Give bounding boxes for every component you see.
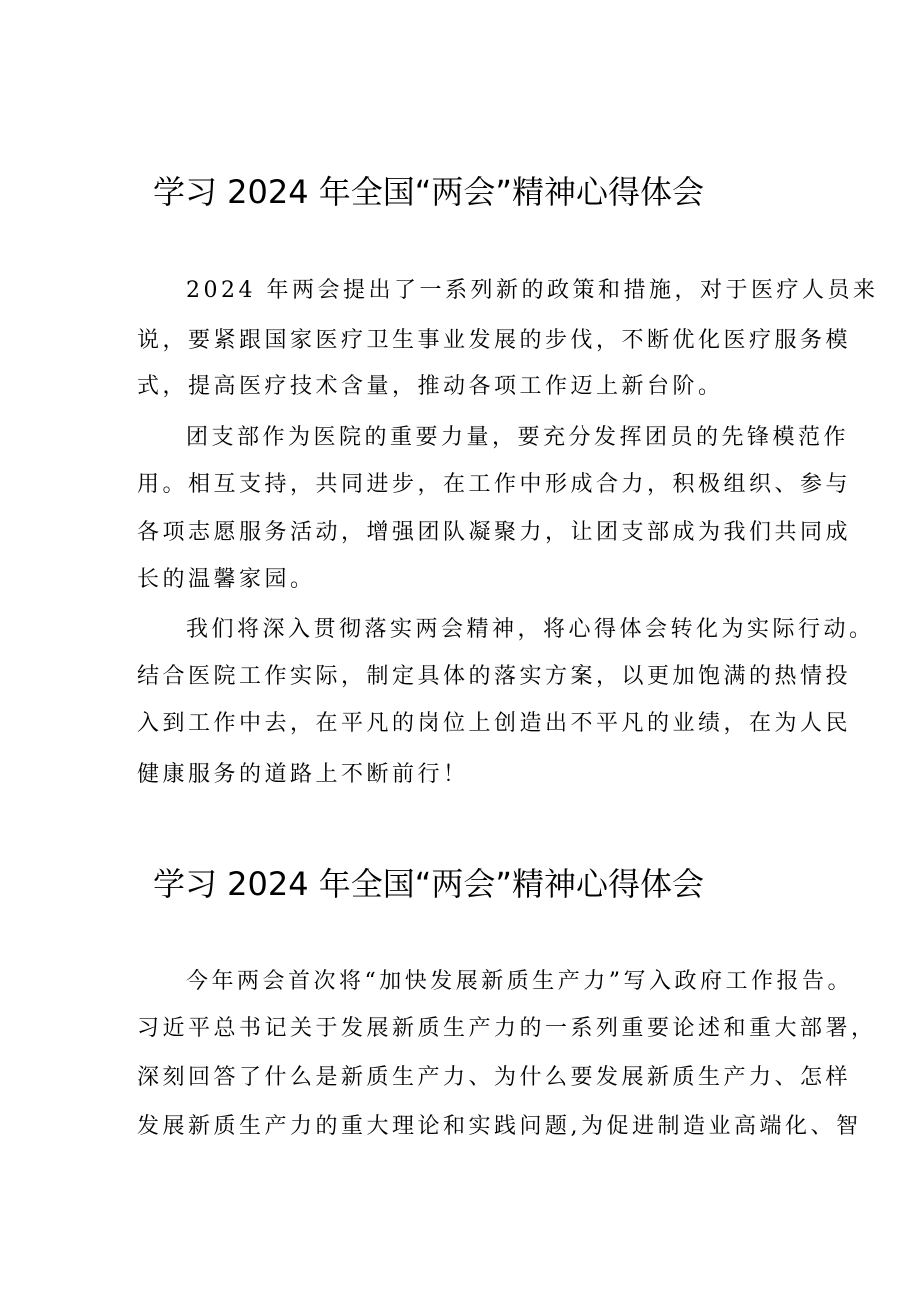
- paragraph-3-line-3: 入到工作中去，在平凡的岗位上创造出不平凡的业绩，在为人民: [137, 711, 852, 736]
- paragraph-2-line-3: 各项志愿服务活动，增强团队凝聚力，让团支部成为我们共同成: [137, 520, 852, 545]
- paragraph-3-line-1: 我们将深入贯彻落实两会精神，将心得体会转化为实际行动。: [186, 617, 875, 642]
- paragraph-3-line-4: 健康服务的道路上不断前行！: [137, 762, 469, 787]
- paragraph-2-line-2: 用。相互支持，共同进步，在工作中形成合力，积极组织、参与: [137, 472, 852, 497]
- paragraph-4-line-1: 今年两会首次将“加快发展新质生产力”写入政府工作报告。: [186, 969, 853, 994]
- section-1-title: 学习 2024 年全国“两会”精神心得体会: [153, 173, 704, 211]
- paragraph-4-line-3: 深刻回答了什么是新质生产力、为什么要发展新质生产力、怎样: [137, 1065, 852, 1090]
- paragraph-2-line-4: 长的温馨家园。: [137, 567, 316, 592]
- paragraph-1-line-2: 说，要紧跟国家医疗卫生事业发展的步伐，不断优化医疗服务模: [137, 328, 852, 353]
- paragraph-4-line-2: 习近平总书记关于发展新质生产力的一系列重要论述和重大部署，: [137, 1016, 877, 1041]
- paragraph-1-line-1: 2024 年两会提出了一系列新的政策和措施，对于医疗人员来: [186, 278, 879, 303]
- section-2-title: 学习 2024 年全国“两会”精神心得体会: [153, 865, 704, 903]
- paragraph-1-line-3: 式，提高医疗技术含量，推动各项工作迈上新台阶。: [137, 374, 724, 399]
- paragraph-4-line-4: 发展新质生产力的重大理论和实践问题,为促进制造业高端化、智: [137, 1114, 862, 1139]
- paragraph-2-line-1: 团支部作为医院的重要力量，要充分发挥团员的先锋模范作: [186, 425, 850, 450]
- paragraph-3-line-2: 结合医院工作实际，制定具体的落实方案，以更加饱满的热情投: [137, 664, 852, 689]
